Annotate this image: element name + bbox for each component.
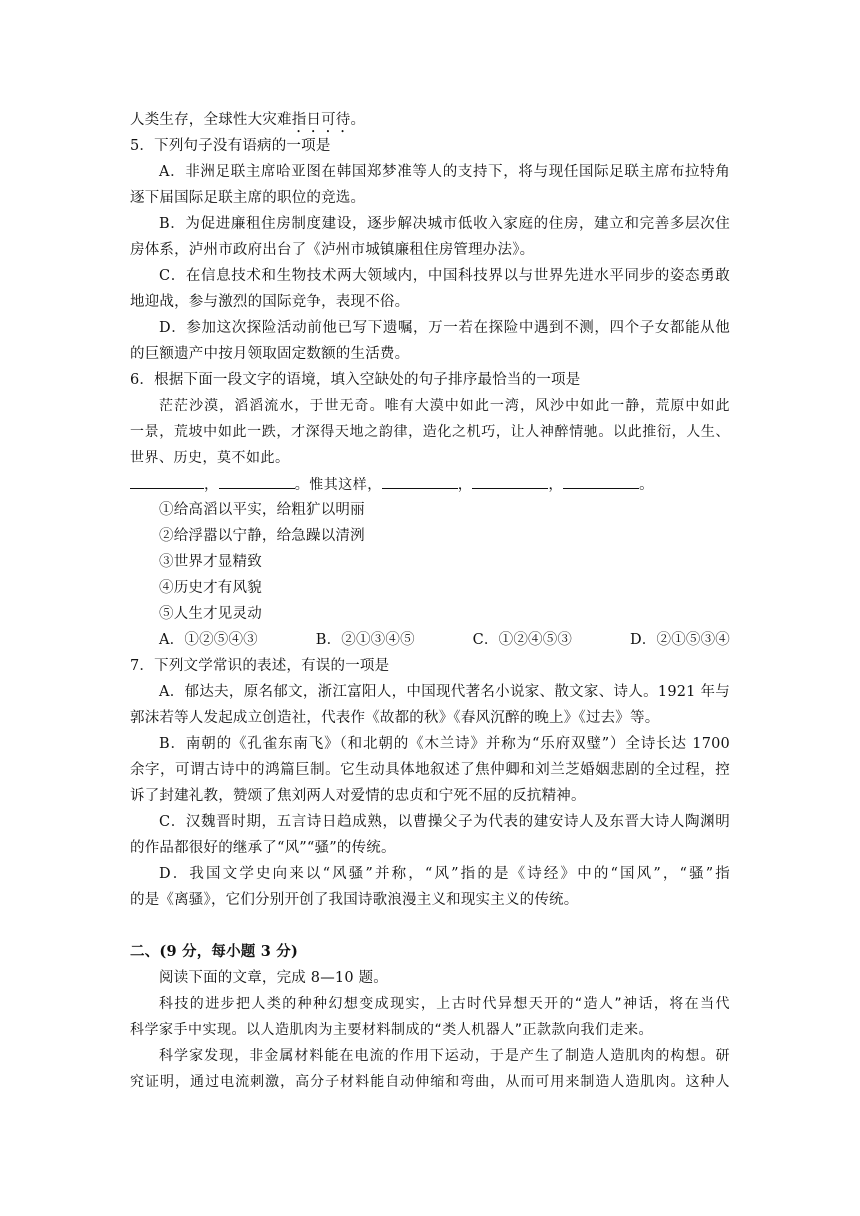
question-7-stem: 7．下列文学常识的表述，有误的一项是 bbox=[130, 658, 390, 674]
blank-4 bbox=[472, 474, 548, 489]
q7-option-b: B．南朝的《孔雀东南飞》（和北朝的《木兰诗》并称为“乐府双璧”）全诗长达 1700 bbox=[159, 736, 730, 752]
q5-option-c: C．在信息技术和生物技术两大领域内，中国科技界以与世界先进水平同步的姿态勇敢 bbox=[159, 268, 730, 284]
text: ， bbox=[457, 477, 473, 493]
q5-option-a: A．非洲足联主席哈亚图在韩国郑梦准等人的支持下，将与现任国际足联主席布拉特角 bbox=[159, 164, 730, 180]
q6-sentence-5: ⑤人生才见灵动 bbox=[159, 606, 262, 622]
q6-passage-3: 世界、历史，莫不如此。 bbox=[130, 450, 290, 466]
q7-option-c-cont: 的作品都很好的继承了“风”“骚”的传统。 bbox=[130, 840, 396, 856]
q5-option-b-cont: 房体系，泸州市政府出台了《泸州市城镇廉租住房管理办法》。 bbox=[130, 242, 535, 258]
q6-answer-d: D．②①⑤③④ bbox=[629, 632, 730, 648]
q5-option-b: B．为促进廉租住房制度建设，逐步解决城市低收入家庭的住房，建立和完善多层次住 bbox=[159, 216, 730, 232]
text: 。 bbox=[639, 477, 654, 493]
q5-option-d-cont: 的巨额遗产中按月领取固定数额的生活费。 bbox=[130, 346, 410, 362]
article-line-4: 究证明，通过电流刺激，高分子材料能自动伸缩和弯曲，从而可用来制造人造肌肉。这种人 bbox=[130, 1074, 730, 1090]
text: 人类生存，全球性大灾难 bbox=[130, 112, 292, 128]
article-line-3: 科学家发现，非金属材料能在电流的作用下运动，于是产生了制造人造肌肉的构想。研 bbox=[159, 1048, 730, 1064]
line-intro bbox=[130, 110, 730, 136]
section-2-instruction: 阅读下面的文章，完成 8—10 题。 bbox=[159, 970, 388, 986]
q6-answer-b: B．②①③④⑤ bbox=[315, 632, 415, 648]
q6-passage-2: 一景，荒坡中如此一跌，才深得天地之韵律，造化之机巧，让人神醉情驰。以此推衍，人生、 bbox=[130, 424, 730, 440]
q5-option-d: D．参加这次探险活动前他已写下遗嘱，万一若在探险中遇到不测，四个子女都能从他 bbox=[159, 320, 730, 336]
q6-fill-blanks bbox=[130, 474, 730, 495]
article-line-1: 科技的进步把人类的种种幻想变成现实，上古时代异想天开的“造人”神话，将在当代 bbox=[159, 996, 730, 1012]
text: ， bbox=[548, 477, 564, 493]
blank-3 bbox=[382, 474, 458, 489]
q5-option-c-cont: 地迎战，参与激烈的国际竞争，表现不俗。 bbox=[130, 294, 410, 310]
text: 。 bbox=[350, 112, 366, 128]
text: ， bbox=[204, 477, 219, 493]
q7-option-a: A．郁达夫，原名郁文，浙江富阳人，中国现代著名小说家、散文家、诗人。1921 年与 bbox=[159, 684, 730, 700]
q6-answer-options bbox=[130, 630, 730, 650]
q6-passage-1: 茫茫沙漠，滔滔流水，于世无奇。唯有大漠中如此一湾，风沙中如此一静，荒原中如此 bbox=[159, 398, 730, 414]
q7-option-a-cont: 郭沫若等人发起成立创造社，代表作《故都的秋》《春风沉醉的晚上》《过去》等。 bbox=[130, 710, 660, 726]
q6-answer-c: C．①②④⑤③ bbox=[472, 632, 573, 648]
q7-option-b-cont: 余字，可谓古诗中的鸿篇巨制。它生动具体地叙述了焦仲卿和刘兰芝婚姻悲剧的全过程，控 bbox=[130, 762, 730, 778]
q7-option-c: C．汉魏晋时期，五言诗日趋成熟，以曹操父子为代表的建安诗人及东晋大诗人陶渊明 bbox=[159, 814, 730, 830]
question-6-stem: 6．根据下面一段文字的语境，填入空缺处的句子排序最恰当的一项是 bbox=[130, 372, 581, 388]
blank-5 bbox=[563, 474, 639, 489]
q6-answer-a: A．①②⑤④③ bbox=[159, 632, 258, 648]
q6-sentence-2: ②给浮嚣以宁静，给急躁以清洌 bbox=[159, 528, 365, 544]
text: 。惟其这样， bbox=[294, 477, 382, 493]
blank-1 bbox=[130, 474, 204, 489]
section-2-heading: 二、(9 分，每小题 3 分) bbox=[130, 943, 299, 960]
q7-option-d-cont: 的是《离骚》，它们分别开创了我国诗歌浪漫主义和现实主义的传统。 bbox=[130, 892, 579, 908]
q7-option-d: D．我国文学史向来以“风骚”并称，“风”指的是《诗经》中的“国风”，“骚”指 bbox=[159, 866, 730, 882]
emphasized-text: 指日可待 bbox=[291, 112, 351, 128]
article-line-2: 科学家手中实现。以人造肌肉为主要材料制成的“类人机器人”正款款向我们走来。 bbox=[130, 1022, 654, 1038]
q6-sentence-1: ①给高滔以平实，给粗犷以明丽 bbox=[159, 502, 365, 518]
blank-2 bbox=[219, 474, 295, 489]
q6-sentence-4: ④历史才有风貌 bbox=[159, 580, 262, 596]
q7-option-b-cont2: 诉了封建礼教，赞颂了焦刘两人对爱情的忠贞和宁死不屈的反抗精神。 bbox=[130, 788, 586, 804]
q5-option-a-cont: 逐下届国际足联主席的职位的竞选。 bbox=[130, 190, 366, 206]
question-5-stem: 5．下列句子没有语病的一项是 bbox=[130, 138, 331, 154]
q6-sentence-3: ③世界才显精致 bbox=[159, 554, 262, 570]
